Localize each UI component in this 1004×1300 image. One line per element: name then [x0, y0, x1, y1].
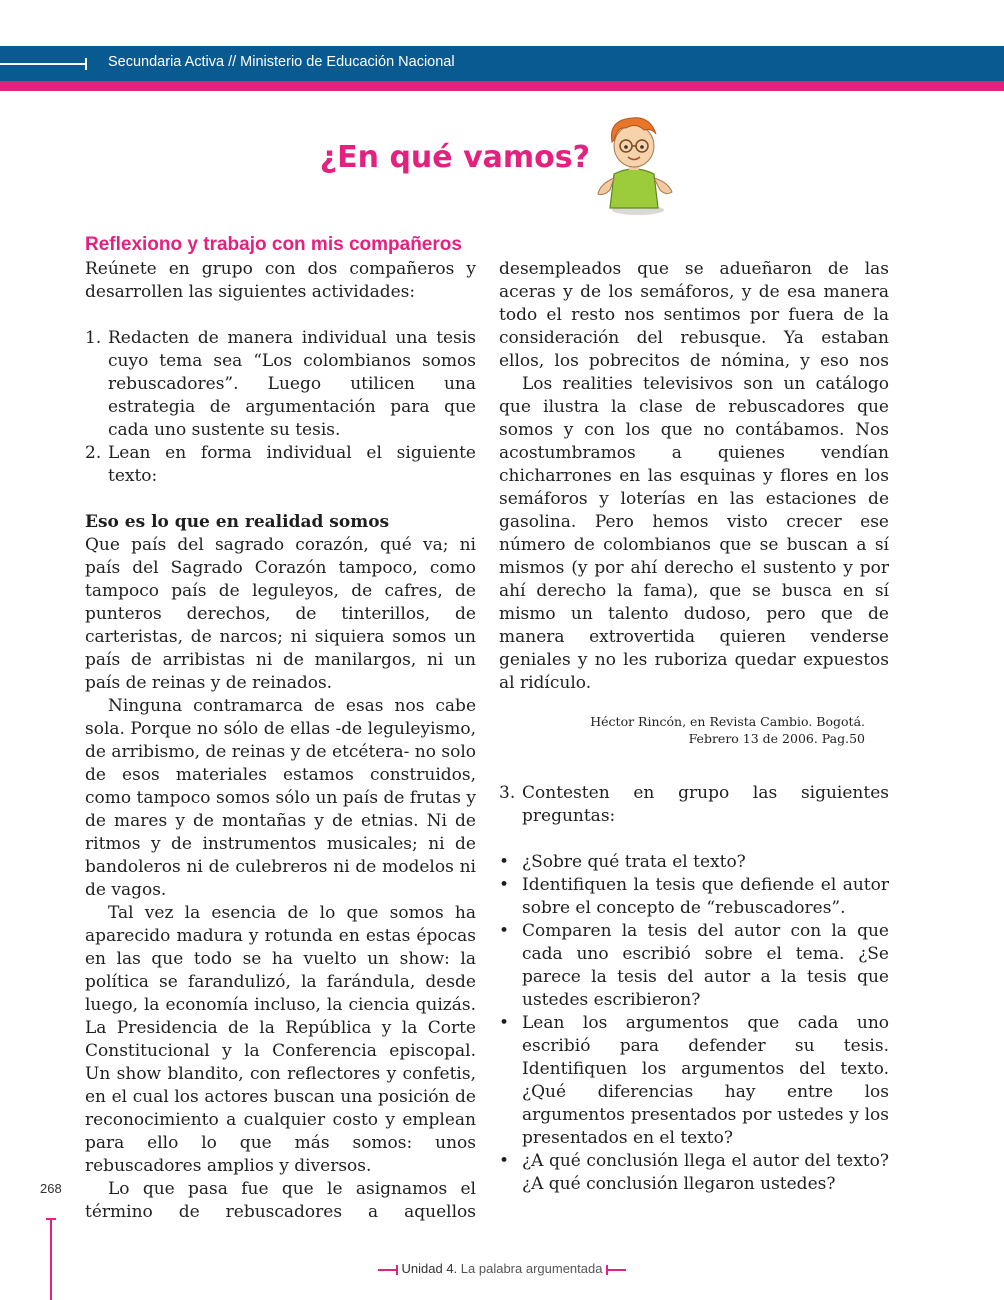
page-heading: ¿En qué vamos?	[319, 140, 590, 175]
reading-source	[499, 713, 889, 747]
question-text: Lean los argumentos que cada uno escribió para defender su tesis. Identifiquen los argumentos del texto. ¿Qué diferencias hay entre los argumentos presentados por ustedes y los presentados en el texto?	[522, 1013, 889, 1148]
bullet: •	[499, 875, 510, 895]
list-item	[85, 442, 476, 488]
reading-paragraph-continued: Lo que pasa fue que le asignamos el término de rebuscadores a aquellos	[85, 1179, 476, 1222]
mascot-illustration	[592, 112, 676, 216]
page-number: 268	[40, 1181, 62, 1196]
reading-paragraph: Tal vez la esencia de lo que somos ha aparecido madura y rotunda en estas épocas en las que todo se ha vuelto un show: la política se farandulizó, la farándula, desde luego, la economía incluso, la ciencia quizás. La Presidencia de la República y la Corte Constitucional y la Conferencia episcopal. Un show blandito, con reflectores y confetis, en el cual los actores buscan una posición de reconocimiento a cualquier costo y emplean para ello lo que más somos: unos rebuscadores amplios y diversos.	[85, 903, 476, 1176]
bullet: •	[499, 1013, 510, 1033]
question-list	[499, 851, 889, 1196]
question-item	[499, 874, 889, 920]
reading-paragraph: Los realities televisivos son un catálogo que ilustra la clase de rebuscadores que somos y con los que no contábamos. Nos acostumbramos a quienes vendían chicharrones en las esquinas y flores en los semáforos y loterías en las estaciones de gasolina. Pero hemos visto crecer ese número de colombianos que se buscan a sí mismos (y por ahí derecho el sustento y por ahí derecho la fama), que se busca en sí mismo un talento dudoso, pero que de manera extrovertida quieren venderse geniales y no les ruboriza quedar expuestos al ridículo.	[499, 374, 889, 693]
source-line: Febrero 13 de 2006. Pag.50	[688, 731, 865, 746]
bullet: •	[499, 852, 510, 872]
source-line: Héctor Rincón, en Revista Cambio. Bogotá.	[590, 714, 865, 729]
question-text: Comparen la tesis del autor con la que cada uno escribió sobre el tema. ¿Se parece la tesis del autor a la tesis que ustedes escribieron?	[522, 921, 889, 1010]
reading-continuation	[499, 258, 889, 373]
footer-unit: Unidad 4.	[401, 1261, 458, 1276]
item-number: 2.	[85, 443, 102, 463]
question-item	[499, 920, 889, 1012]
question-item	[499, 1150, 889, 1196]
item-text: Lean en forma individual el siguiente texto:	[108, 443, 476, 486]
footer-title: La palabra argumentada	[460, 1261, 603, 1276]
header-rule	[0, 63, 86, 65]
left-column	[85, 232, 476, 1224]
bullet: •	[499, 921, 510, 941]
activity-list	[85, 327, 476, 488]
bullet: •	[499, 1151, 510, 1171]
activity-list	[499, 782, 889, 828]
question-item	[499, 1012, 889, 1150]
list-item	[499, 782, 889, 828]
footer-rule-left	[378, 1269, 398, 1271]
item-number: 3.	[499, 783, 516, 803]
header-accent-stripe	[0, 81, 1004, 91]
question-item	[499, 851, 889, 874]
question-text: Identifiquen la tesis que defiende el autor sobre el concepto de “rebuscadores”.	[522, 875, 889, 918]
question-text: ¿Sobre qué trata el texto?	[522, 852, 746, 872]
reading-paragraph: desempleados que se adueñaron de las aceras y de los semáforos, y de esa manera todo el resto nos sentimos por fuera de la consideración del rebusque. Ya estaban ellos, los pobrecitos de nómina, y eso nos	[499, 259, 889, 371]
item-number: 1.	[85, 328, 102, 348]
footer-rule-right	[606, 1269, 626, 1271]
question-text: ¿A qué conclusión llega el autor del texto? ¿A qué conclusión llegaron ustedes?	[522, 1151, 889, 1194]
footer	[0, 1261, 1004, 1276]
series-label: Secundaria Activa // Ministerio de Educación Nacional	[108, 54, 455, 70]
margin-rule	[50, 1218, 52, 1300]
list-item	[85, 327, 476, 442]
item-text: Contesten en grupo las siguientes preguntas:	[522, 783, 889, 826]
header-bar	[0, 46, 1004, 81]
reading-title: Eso es lo que en realidad somos	[85, 512, 390, 532]
reading-paragraph: Ninguna contramarca de esas nos cabe sola. Porque no sólo de ellas -de leguleyismo, de arribismo, de reinas y de etcétera- no solo de esos materiales estamos construidos, como tampoco somos sólo un país de frutas y de mares y de montañas y de etnias. Ni de ritmos y de instrumentos musicales; ni de bandoleros ni de culebreros ni de modelos ni de vagos.	[85, 696, 476, 900]
header-rule-tick	[85, 58, 87, 70]
section-intro: Reúnete en grupo con dos compañeros y desarrollen las siguientes actividades:	[85, 259, 476, 302]
item-text: Redacten de manera individual una tesis cuyo tema sea “Los colombianos somos rebuscadores”. Luego utilicen una estrategia de argumentación para que cada uno sustente su tesis.	[108, 328, 476, 440]
right-column	[499, 258, 889, 1196]
section-title: Reflexiono y trabajo con mis compañeros	[85, 234, 462, 255]
reading-paragraph: Que país del sagrado corazón, qué va; ni país del Sagrado Corazón tampoco, como tampoco país de leguleyos, de cafres, de punteros derechos, de tinterillos, de carteristas, de narcos; ni siquiera somos un país de arribistas ni de manilargos, ni un país de reinas y de reinados.	[85, 535, 476, 693]
